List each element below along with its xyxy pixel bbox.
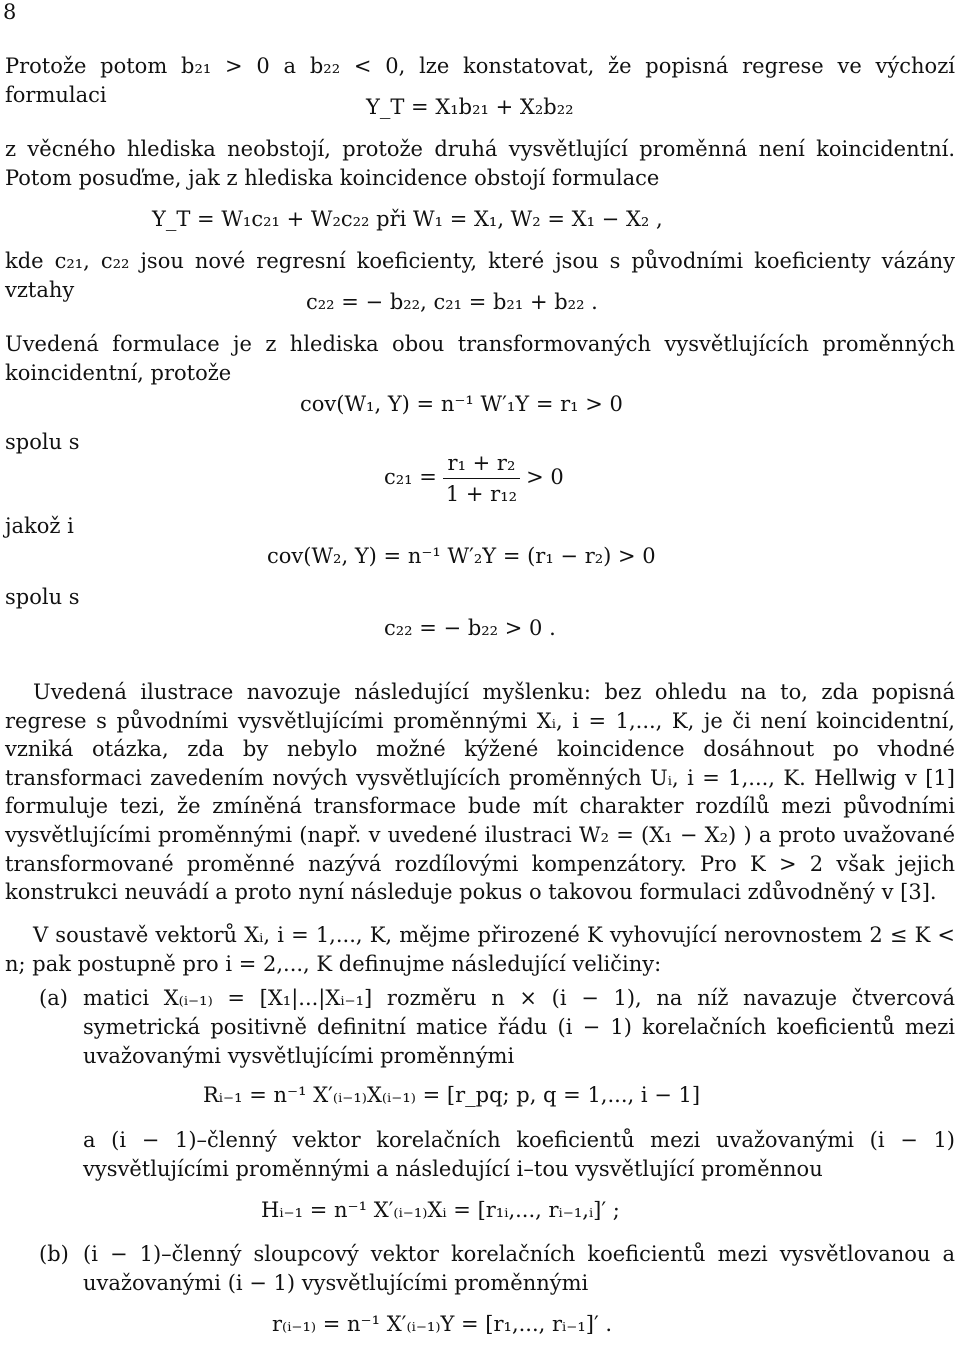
equation-cov-w1: cov(W₁, Y) = n⁻¹ W′₁Y = r₁ > 0: [300, 392, 623, 416]
list-item-a: [5, 984, 955, 1071]
label-spolu-s-1: spolu s: [5, 430, 80, 454]
fraction-denominator: 1 + r₁₂: [445, 482, 518, 506]
equation-cov-w2: cov(W₂, Y) = n⁻¹ W′₂Y = (r₁ − r₂) > 0: [267, 544, 656, 568]
equation-r-vector: r₍ᵢ₋₁₎ = n⁻¹ X′₍ᵢ₋₁₎Y = [r₁,..., rᵢ₋₁]′ .: [272, 1312, 613, 1336]
equation-r-matrix: Rᵢ₋₁ = n⁻¹ X′₍ᵢ₋₁₎X₍ᵢ₋₁₎ = [r_pq; p, q = 1,..., i − 1]: [203, 1083, 701, 1107]
paragraph-not-coincident: z věcného hlediska neobstojí, protože druhá vysvětlující proměnná není koincidentní. Potom posuďme, jak z hlediska koincidence obstojí formulace: [5, 137, 955, 190]
fraction: [443, 448, 520, 509]
label-jakoz-i: jakož i: [5, 514, 74, 538]
list-marker-b: (b): [39, 1242, 69, 1266]
equation-h-vector: Hᵢ₋₁ = n⁻¹ X′₍ᵢ₋₁₎Xᵢ = [r₁ᵢ,..., rᵢ₋₁,ᵢ]′ ;: [261, 1198, 620, 1222]
paragraph-illustration-idea: Uvedená ilustrace navozuje následující myšlenku: bez ohledu na to, zda popisná regrese s původními vysvětlujícími proměnnými Xᵢ, i = 1,..., K, je či není koincidentní, vzniká otázka, zda by nebylo možné kýžené koincidence dosáhnout po vhodné transformaci zavedením nových vysvětlujících proměnných Uᵢ, i = 1,..., K. Hellwig v [1] formuluje tezi, že zmíněná transformace bude mít charakter rozdílů mezi původními vysvětlujícími proměnnými (např. v uvedené ilustraci W₂ = (X₁ − X₂) ) a proto uvažované transformované proměnné nazývá rozdílovými kompenzátory. Pro K > 2 však jejich konstrukci neuvádí a proto nyní následuje pokus o takovou formulaci zdůvodněný v [3].: [5, 680, 955, 905]
list-item-a-text-2: a (i − 1)–členný vektor korelačních koeficientů mezi uvažovanými (i − 1) vysvětlujícími proměnnými a následující i–tou vysvětlující proměnnou: [83, 1128, 955, 1181]
list-item-a-text: matici X₍ᵢ₋₁₎ = [X₁|...|Xᵢ₋₁] rozměru n × (i − 1), na níž navazuje čtvercová symetrická positivně definitní matice řádu (i − 1) korelačních koeficientů mezi uvažovanými vysvětlujícími proměnnými: [83, 986, 955, 1068]
list-marker-a: (a): [39, 986, 68, 1010]
page-number: 8: [3, 0, 17, 24]
equation-transformed-formulation: Y_T = W₁c₂₁ + W₂c₂₂ při W₁ = X₁, W₂ = X₁ − X₂ ,: [152, 207, 663, 231]
equation-c21-lhs: c₂₁ =: [384, 465, 437, 489]
equation-c22: c₂₂ = − b₂₂ > 0 .: [384, 616, 556, 640]
equation-c21-rhs: > 0: [526, 465, 564, 489]
paragraph-intro: Protože potom b₂₁ > 0 a b₂₂ < 0, lze konstatovat, že popisná regrese ve výchozí formulaci: [5, 54, 955, 107]
list-item-b: [5, 1240, 955, 1298]
list-item-a-continued: [5, 1126, 955, 1184]
list-item-b-text: (i − 1)–členný sloupcový vektor korelačních koeficientů mezi vysvětlovanou a uvažovanými (i − 1) vysvětlujícími proměnnými: [83, 1242, 955, 1295]
label-spolu-s-2: spolu s: [5, 585, 80, 609]
paragraph-vector-system: V soustavě vektorů Xᵢ, i = 1,..., K, mějme přirozené K vyhovující nerovnostem 2 ≤ K < n; pak postupně pro i = 2,..., K definujme následující veličiny:: [5, 923, 955, 976]
equation-c21-fraction: [384, 448, 564, 509]
fraction-numerator: r₁ + r₂: [443, 448, 520, 479]
paragraph-formulation-coincident: Uvedená formulace je z hlediska obou transformovaných vysvětlujících proměnných koincidentní, protože: [5, 332, 955, 385]
paragraph-new-coefficients: kde c₂₁, c₂₂ jsou nové regresní koeficienty, které jsou s původními koeficienty vázány vztahy: [5, 249, 955, 302]
equation-coefficient-relations: c₂₂ = − b₂₂, c₂₁ = b₂₁ + b₂₂ .: [306, 290, 598, 314]
equation-descriptive-regression: Y_T = X₁b₂₁ + X₂b₂₂: [366, 95, 574, 119]
